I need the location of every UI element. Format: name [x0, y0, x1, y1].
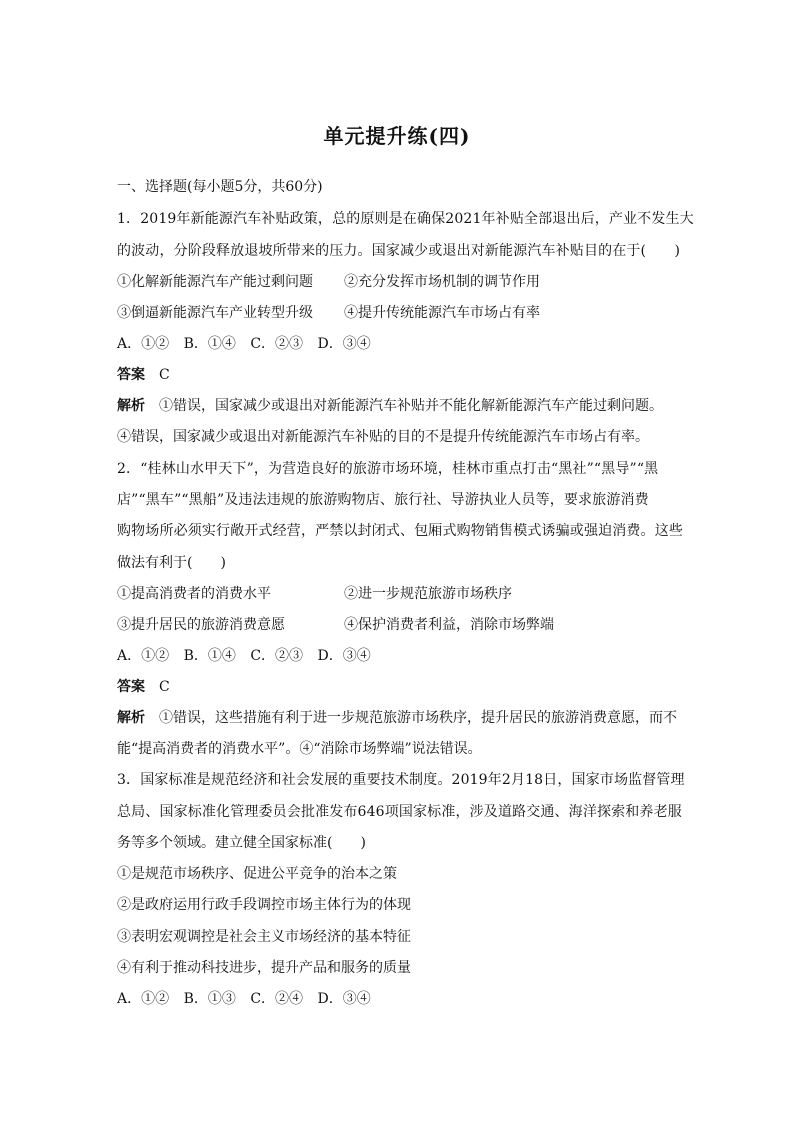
answer-label: 答案 — [117, 367, 145, 383]
q2-stem-line-3: 购物场所必须实行敞开式经营，严禁以封闭式、包厢式购物销售模式诱骗或强迫消费。这些 — [117, 523, 683, 539]
q3-stem-line-3: 务等多个领域。建立健全国家标准( ) — [117, 835, 366, 851]
page-title: 单元提升练(四) — [323, 124, 471, 148]
q1-choice-c: C．②③ — [250, 336, 304, 352]
q1-choice-a: A．①② — [117, 336, 170, 352]
q2-choice-a: A．①② — [117, 648, 170, 664]
q2-choice-c: C．②③ — [250, 648, 304, 664]
q1-analysis-text-1: ①错误，国家减少或退出对新能源汽车补贴并不能化解新能源汽车产能过剩问题。 — [159, 398, 663, 414]
q2-stem-line-4: 做法有利于( ) — [117, 555, 226, 571]
q2-analysis-line-2: 能“提高消费者的消费水平”。④“消除市场弊端”说法错误。 — [117, 741, 482, 757]
q3-choices — [117, 989, 381, 1009]
q1-choices — [117, 334, 381, 354]
q1-option-4: ④提升传统能源汽车市场占有率 — [344, 305, 540, 321]
q1-choice-d: D．③④ — [317, 336, 371, 352]
q3-option-3: ③表明宏观调控是社会主义市场经济的基本特征 — [117, 929, 411, 945]
q2-option-1: ①提高消费者的消费水平 — [117, 586, 271, 602]
q2-stem-line-2: 店”“黑车”“黑船”及违法违规的旅游购物店、旅行社、导游执业人员等，要求旅游消费 — [117, 492, 649, 508]
q1-option-3: ③倒逼新能源汽车产业转型升级 — [117, 305, 313, 321]
section-heading: 一、选择题(每小题5分，共60分) — [117, 179, 323, 195]
q1-stem-line-2: 的波动，分阶段释放退坡所带来的压力。国家减少或退出对新能源汽车补贴目的在于( ) — [117, 243, 681, 259]
q3-choice-b: B．①③ — [183, 991, 236, 1007]
analysis-label: 解析 — [117, 710, 145, 726]
q1-choice-b: B．①④ — [183, 336, 236, 352]
q3-choice-c: C．②④ — [250, 991, 304, 1007]
q3-option-2: ②是政府运用行政手段调控市场主体行为的体现 — [117, 897, 411, 913]
q1-stem-line-1: 1．2019年新能源汽车补贴政策，总的原则是在确保2021年补贴全部退出后，产业不发生大 — [117, 211, 694, 227]
q2-analysis-text-1: ①错误，这些措施有利于进一步规范旅游市场秩序，提升居民的旅游消费意愿，而不 — [159, 710, 677, 726]
q3-stem-line-2: 总局、国家标准化管理委员会批准发布646项国家标准，涉及道路交通、海洋探索和养老服 — [117, 804, 682, 820]
q1-analysis-line-1 — [117, 396, 663, 416]
q3-stem-line-1: 3．国家标准是规范经济和社会发展的重要技术制度。2019年2月18日，国家市场监督管理 — [117, 772, 685, 788]
q2-choice-b: B．①④ — [183, 648, 236, 664]
q1-answer — [117, 365, 170, 385]
q1-option-1: ①化解新能源汽车产能过剩问题 — [117, 274, 313, 290]
q2-option-2: ②进一步规范旅游市场秩序 — [344, 586, 512, 602]
q2-answer — [117, 677, 170, 697]
q1-answer-value: C — [159, 367, 170, 383]
analysis-label: 解析 — [117, 398, 145, 414]
q3-choice-d: D．③④ — [317, 991, 371, 1007]
q2-stem-line-1: 2．“桂林山水甲天下”，为营造良好的旅游市场环境，桂林市重点打击“黑社”“黑导”“黑 — [117, 461, 659, 477]
q1-option-2: ②充分发挥市场机制的调节作用 — [344, 274, 540, 290]
q2-option-4: ④保护消费者利益，消除市场弊端 — [344, 617, 554, 633]
q2-option-3: ③提升居民的旅游消费意愿 — [117, 617, 285, 633]
q3-choice-a: A．①② — [117, 991, 170, 1007]
q2-answer-value: C — [159, 679, 170, 695]
q3-option-4: ④有利于推动科技进步，提升产品和服务的质量 — [117, 960, 411, 976]
q3-option-1: ①是规范市场秩序、促进公平竞争的治本之策 — [117, 866, 397, 882]
q1-analysis-line-2: ④错误，国家减少或退出对新能源汽车补贴的目的不是提升传统能源汽车市场占有率。 — [117, 429, 649, 445]
q2-analysis-line-1 — [117, 708, 677, 728]
q2-choice-d: D．③④ — [317, 648, 371, 664]
q2-choices — [117, 646, 381, 666]
answer-label: 答案 — [117, 679, 145, 695]
